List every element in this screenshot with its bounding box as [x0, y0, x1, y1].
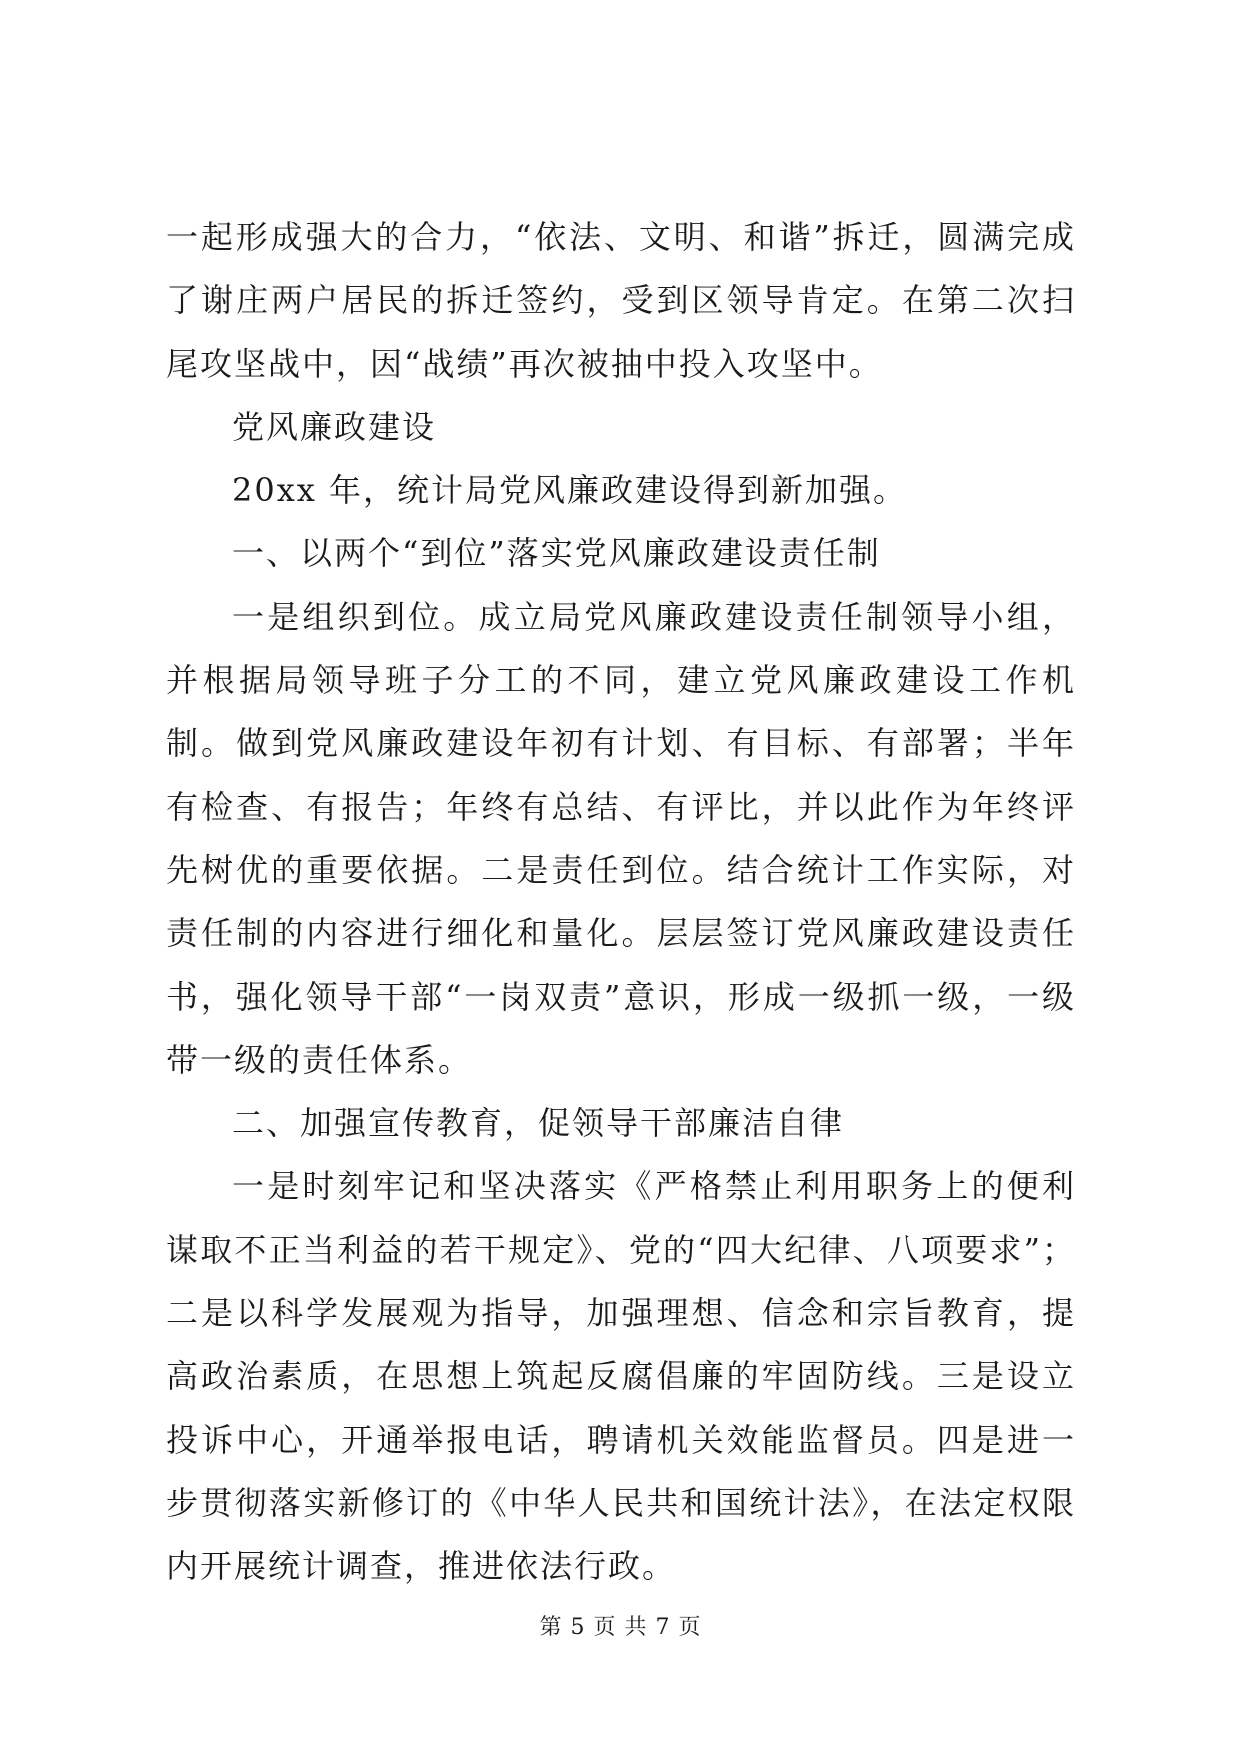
paragraph-responsibility: 一是组织到位。成立局党风廉政建设责任制领导小组，并根据局领导班子分工的不同，建立党风廉政建设工作机制。做到党风廉政建设年初有计划、有目标、有部署；半年有检查、有报告；年终有总结、有评比，并以此作为年终评先树优的重要依据。二是责任到位。结合统计工作实际，对责任制的内容进行细化和量化。层层签订党风廉政建设责任书，强化领导干部“一岗双责”意识，形成一级抓一级，一级带一级的责任体系。	[166, 597, 1076, 1079]
page-number-footer: 第 5 页 共 7 页	[539, 1615, 702, 1640]
paragraph-education: 一是时刻牢记和坚决落实《严格禁止利用职务上的便利谋取不正当利益的若干规定》、党的“四大纪律、八项要求”；二是以科学发展观为指导，加强理想、信念和宗旨教育，提高政治素质，在思想上筑起反腐倡廉的牢固防线。三是设立投诉中心，开通举报电话，聘请机关效能监督员。四是进一步贯彻落实新修订的《中华人民共和国统计法》，在法定权限内开展统计调查，推进依法行政。	[166, 1167, 1076, 1586]
subheading-two: 二、加强宣传教育，促领导干部廉洁自律	[232, 1104, 845, 1143]
paragraph-continuation: 一起形成强大的合力，“依法、文明、和谐”拆迁，圆满完成了谢庄两户居民的拆迁签约，受到区领导肯定。在第二次扫尾攻坚战中，因“战绩”再次被抽中投入攻坚中。	[166, 218, 1076, 383]
paragraph-intro: 20xx 年，统计局党风廉政建设得到新加强。	[232, 471, 907, 510]
subheading-one: 一、以两个“到位”落实党风廉政建设责任制	[232, 534, 881, 573]
section-heading-party-conduct: 党风廉政建设	[232, 407, 437, 446]
document-body	[166, 206, 1076, 1599]
